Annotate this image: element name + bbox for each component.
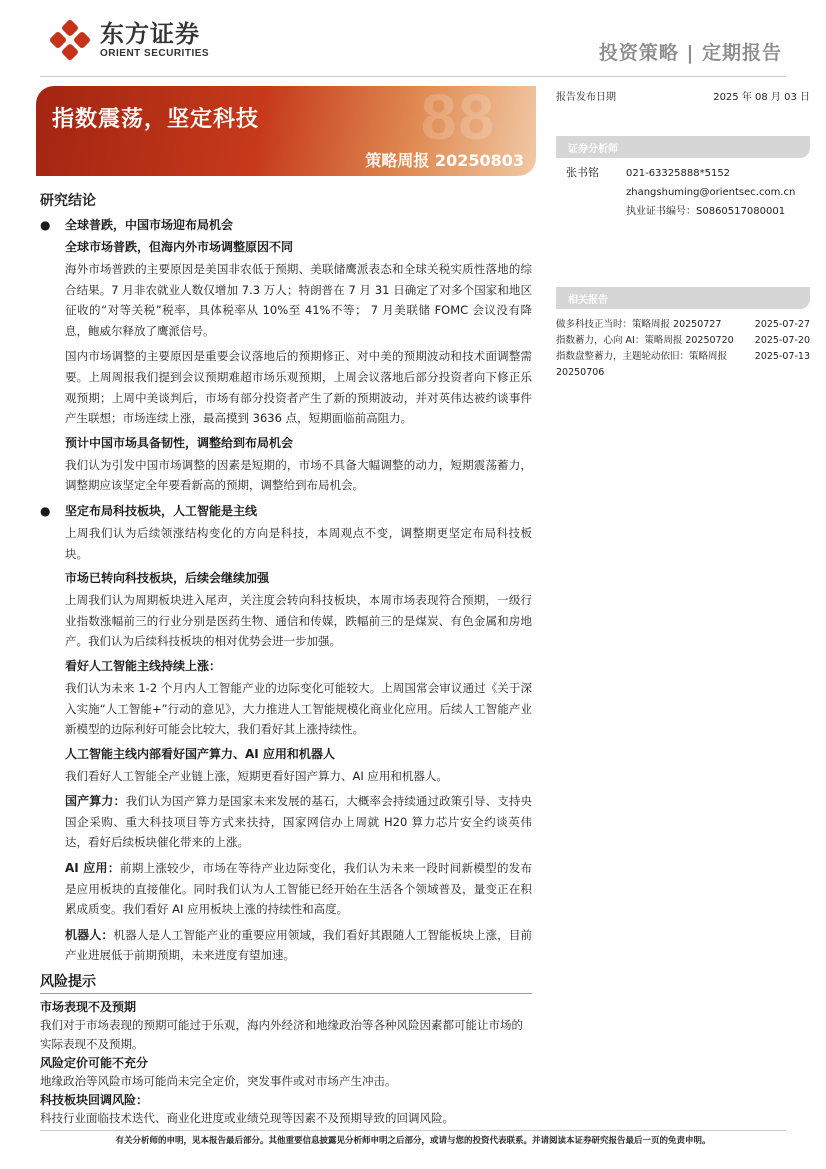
report-title: 指数震荡，坚定科技 — [52, 107, 260, 132]
related-report-date: 2025-07-20 — [754, 335, 810, 346]
logo-mark-icon — [48, 18, 92, 62]
related-report-title: 做多科技正当时：策略周报 20250727 — [556, 319, 722, 330]
publish-date-row — [556, 88, 810, 104]
banner-watermark: 88 — [420, 86, 496, 153]
paragraph: 我们认为引发中国市场调整的因素是短期的，市场不具备大幅调整的动力，短期震荡蓄力，调整期应该坚定全年要看新高的预期，调整给到布局机会。 — [65, 457, 532, 493]
paragraph: 上周我们认为周期板块进入尾声，关注度会转向科技板块，本周市场表现符合预期，一级行业指数涨幅前三的行业分别是医药生物、通信和传媒，跌幅前三的是煤炭、有色金属和房地产。我们认为后续科技板块的相对优势会进一步加强。 — [65, 593, 532, 649]
risk-item-text: 地缘政治等风险市场可能尚未完全定价，突发事件或对市场产生冲击。 — [40, 1074, 397, 1089]
related-report-list — [556, 317, 810, 381]
related-report-date: 2025-07-27 — [754, 319, 810, 330]
analyst-section-header — [556, 136, 810, 158]
logo-english-name: ORIENT SECURITIES — [100, 48, 210, 59]
keyword: 机器人： — [65, 927, 114, 942]
sub-heading: 全球市场普跌，但海内外市场调整原因不同 — [65, 240, 294, 254]
related-section-header — [556, 287, 810, 309]
analyst-name: 张书铭 — [566, 166, 599, 179]
company-logo — [48, 18, 209, 62]
risk-item-heading: 科技板块回调风险： — [40, 1093, 149, 1108]
paragraph: 国内市场调整的主要原因是重要会议落地后的预期修正、对中美的预期波动和技术面调整需要。上周周报我们提到会议预期难超市场乐观预期，上周会议落地后部分投资者向下修正乐观预期；上周中美谈判后，市场有部分投资者产生了新的预期波动，并对英伟达被约谈事件产生联想；市场连续上涨，最高摸到 3636 点，短期面临前高阻力。 — [65, 349, 532, 426]
bullet-icon: ● — [40, 218, 51, 232]
paragraph-text: 机器人是人工智能产业的重要应用领域，我们看好其跟随人工智能板块上涨，目前产业进展低于前期预期，未来进度有望加速。 — [65, 927, 532, 963]
logo-chinese-name: 东方证券 — [100, 20, 200, 48]
related-report-title: 指数盘整蓄力，主题轮动依旧：策略周报 20250706 — [556, 351, 728, 378]
related-report-item[interactable] — [556, 333, 810, 349]
analyst-email: zhangshuming@orientsec.com.cn — [626, 187, 796, 198]
related-report-item[interactable] — [556, 317, 810, 333]
risk-item-text: 我们对于市场表现的预期可能过于乐观，海内外经济和地缘政治等各种风险因素都可能让市场的实际表现不及预期。 — [40, 1018, 523, 1052]
document-type: 投资策略 | 定期报告 — [598, 42, 782, 64]
keyword: AI 应用： — [65, 861, 121, 876]
paragraph — [65, 925, 532, 966]
paragraph: 海外市场普跌的主要原因是美国非农低于预期、美联储鹰派表态和全球关税实质性落地的综合结果。7 月非农就业人数仅增加 7.3 万人；特朗普在 7 月 31 日确定了对多个国家和地区征收的“对等关税”税率，具体税率从 10%至 41%不等； 7 月美联储 FOMC 会议没有降息，鲍威尔释放了鹰派信号。 — [65, 262, 532, 338]
sidebar — [556, 88, 810, 381]
related-report-item[interactable] — [556, 349, 810, 381]
paragraph-text: 我们认为国产算力是国家未来发展的基石，大概率会持续通过政策引导、支持央国企采购、重大科技项目等方式来扶持，国家网信办上周就 H20 算力芯片安全约谈英伟达，看好后续板块催化带来的上涨。 — [65, 794, 532, 850]
bullet-heading — [40, 216, 532, 233]
paragraph — [65, 858, 532, 920]
risk-item-text: 科技行业面临技术迭代、商业化进度或业绩兑现等因素不及预期导致的回调风险。 — [40, 1111, 454, 1126]
analyst-phone: 021-63325888*5152 — [626, 168, 731, 179]
risk-item-heading: 市场表现不及预期 — [40, 1000, 137, 1015]
footer-disclaimer: 有关分析师的申明，见本报告最后部分。其他重要信息披露见分析师申明之后部分，或请与您的投资代表联系。并请阅读本证券研究报告最后一页的免责申明。 — [115, 1136, 711, 1146]
main-content — [40, 190, 532, 1128]
related-report-date: 2025-07-13 — [754, 351, 810, 362]
risk-divider — [40, 993, 532, 994]
paragraph: 我们认为未来 1-2 个月内人工智能产业的边际变化可能较大。上周国常会审议通过《关于深入实施“人工智能+”行动的意见》，大力推进人工智能规模化商业化应用。后续人工智能产业新模型的边际利好可能会比较大，我们看好其上涨持续性。 — [65, 680, 532, 737]
sub-heading: 预计中国市场具备韧性，调整给到布局机会 — [65, 435, 294, 450]
bullet-text: 坚定布局科技板块，人工智能是主线 — [65, 503, 258, 518]
risk-item-heading: 风险定价可能不充分 — [40, 1056, 149, 1071]
paragraph: 我们看好人工智能全产业链上涨，短期更看好国产算力、AI 应用和机器人。 — [65, 768, 448, 783]
analyst-license: 执业证书编号：S0860517080001 — [626, 206, 786, 217]
bullet-text: 全球普跌，中国市场迎布局机会 — [65, 218, 234, 232]
paragraph — [65, 791, 532, 853]
paragraph-text: 前期上涨较少，市场在等待产业边际变化，我们认为未来一段时间新模型的发布是应用板块的直接催化。同时我们认为人工智能已经开始在生活各个领域普及，量变正在积累成质变。我们看好 AI 应用板块上涨的持续性和高度。 — [65, 861, 532, 917]
conclusion-heading: 研究结论 — [40, 193, 96, 209]
keyword: 国产算力： — [65, 794, 126, 809]
title-banner — [36, 86, 536, 176]
report-subtitle: 策略周报 20250803 — [365, 151, 524, 170]
analyst-info — [556, 164, 810, 221]
header-divider — [40, 76, 786, 77]
analyst-section-title: 证券分析师 — [568, 143, 618, 155]
publish-date-label: 报告发布日期 — [556, 92, 616, 103]
related-section-title: 相关报告 — [568, 294, 608, 306]
bullet-heading — [40, 502, 532, 519]
sub-heading: 人工智能主线内部看好国产算力、AI 应用和机器人 — [65, 746, 335, 761]
risk-heading: 风险提示 — [40, 974, 96, 991]
publish-date-value: 2025 年 08 月 03 日 — [713, 92, 810, 103]
footer-divider — [40, 1130, 786, 1131]
sub-heading: 市场已转向科技板块，后续会继续加强 — [65, 571, 270, 586]
related-report-title: 指数蓄力，心向 AI：策略周报 20250720 — [556, 335, 734, 346]
paragraph: 上周我们认为后续领涨结构变化的方向是科技，本周观点不变，调整期更坚定布局科技板块。 — [65, 525, 532, 561]
sub-heading: 看好人工智能主线持续上涨： — [65, 658, 222, 673]
bullet-icon: ● — [40, 503, 51, 518]
